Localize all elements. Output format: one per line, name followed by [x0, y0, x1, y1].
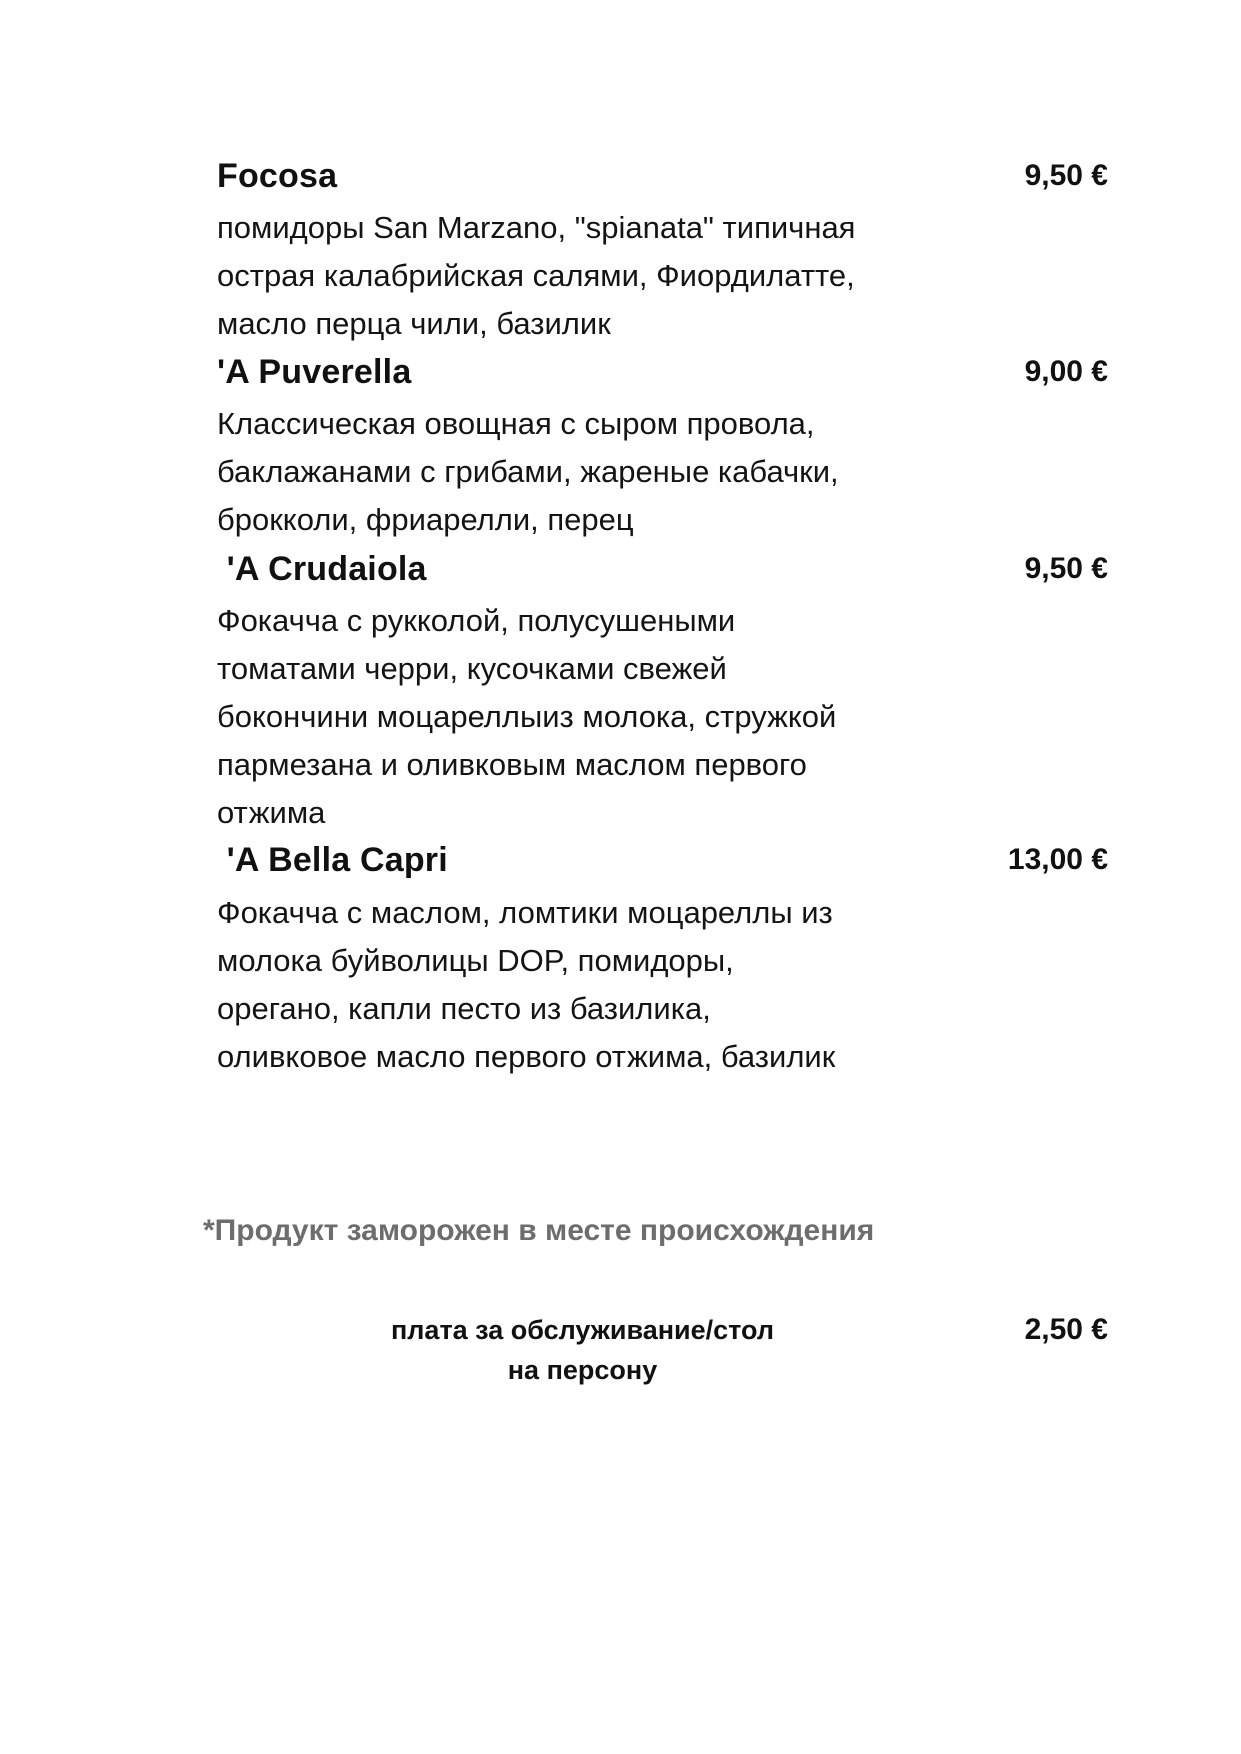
item-price-bella-capri: 13,00 € — [1007, 843, 1108, 876]
item-name-puverella: 'A Puverella — [217, 353, 412, 391]
item-name-bella-capri: 'A Bella Capri — [217, 841, 448, 879]
item-price-focosa: 9,50 € — [1024, 159, 1108, 192]
item-name-crudaiola: 'A Crudaiola — [217, 550, 427, 588]
item-description-focosa: помидоры San Marzano, "spianata" типичная острая калабрийская салями, Фиордилатте, масло перца чили, базилик — [217, 210, 856, 341]
item-description-bella-capri: Фокачча с маслом, ломтики моцареллы из молока буйволицы DOP, помидоры, орегано, капли песто из базилика, оливковое масло первого отжима, базилик — [217, 895, 836, 1074]
frozen-product-footnote: *Продукт заморожен в месте происхождения — [203, 1214, 875, 1247]
item-name-focosa: Focosa — [217, 157, 338, 195]
item-price-puverella: 9,00 € — [1024, 355, 1108, 388]
item-price-crudaiola: 9,50 € — [1024, 552, 1108, 585]
item-description-crudaiola: Фокачча с рукколой, полусушеными томатами черри, кусочками свежей бокончини моцареллыиз молока, стружкой пармезана и оливковым маслом первого отжима — [217, 603, 837, 830]
item-description-puverella: Классическая овощная с сыром провола, баклажанами с грибами, жареные кабачки, брокколи, фриарелли, перец — [217, 406, 839, 537]
service-charge-label: плата за обслуживание/стол на персону — [390, 1315, 775, 1385]
service-charge-price: 2,50 € — [1024, 1313, 1108, 1346]
